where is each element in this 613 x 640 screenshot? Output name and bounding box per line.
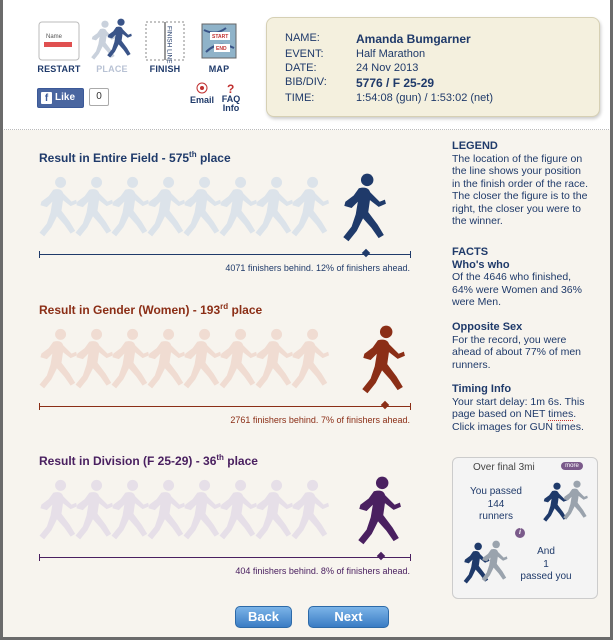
info-icon[interactable]: i [515, 528, 525, 538]
restart-icon [36, 18, 82, 64]
restart-button[interactable] [33, 18, 85, 74]
facebook-like-count: 0 [89, 88, 109, 106]
faded-runner [148, 177, 185, 236]
restart-name-label: Name [46, 34, 63, 40]
faded-runner [292, 177, 329, 236]
faded-runner [76, 480, 113, 539]
faded-runner [112, 177, 149, 236]
svg-text:?: ? [227, 82, 235, 94]
passing-runner-icon [539, 478, 591, 531]
opposite-sex-heading: Opposite Sex [452, 321, 523, 333]
map-label: MAP [208, 64, 230, 74]
facebook-icon: f [41, 92, 52, 104]
faded-runner [184, 480, 221, 539]
final-3mi-heading: Over final 3mi [473, 462, 535, 473]
header-divider [0, 129, 613, 130]
runner-strip-gender[interactable] [39, 324, 411, 394]
runner-info-box: NAME: Amanda Bumgarner EVENT: Half Marathon DATE: 24 Nov 2013 BIB/DIV: 5776 / F 25-29 TIME: 1:54:08 (gun) / 1:53:02 (net) [266, 17, 600, 117]
runner-name: Amanda Bumgarner [356, 32, 471, 46]
your-runner-figure [343, 174, 386, 242]
bib-value: 5776 / F 25-29 [356, 76, 435, 90]
passed-text: You passed 144 runners [470, 486, 522, 522]
faded-runner [292, 329, 329, 388]
runner-strip-field[interactable] [39, 172, 411, 242]
faded-runner [112, 329, 149, 388]
timing-text: Your start delay: 1m 6s. This page based on NET times. Click images for GUN times. [452, 395, 585, 433]
finish-label: FINISH [149, 64, 181, 74]
faded-runner [40, 177, 77, 236]
faded-runner [76, 329, 113, 388]
map-start-text: START [212, 34, 229, 40]
faded-runner [184, 329, 221, 388]
your-runner-figure [358, 477, 401, 545]
faded-runner [256, 329, 293, 388]
frame-left [0, 0, 3, 640]
place-runner-icon [89, 18, 135, 64]
result-title-division: Result in Division (F 25-29) - 36th place [39, 453, 258, 468]
faded-runner [148, 329, 185, 388]
your-runner-figure [362, 326, 405, 394]
faded-runner [112, 480, 149, 539]
times-link[interactable]: times [548, 408, 574, 420]
opposite-sex-panel [452, 321, 592, 371]
email-link[interactable] [187, 82, 217, 105]
map-end-text: END [216, 46, 227, 52]
opposite-sex-text: For the record, you were ahead of about 77% of men runners. [452, 333, 582, 371]
event-value: Half Marathon [356, 48, 426, 60]
faded-runner [220, 329, 257, 388]
map-icon [196, 18, 242, 64]
legend-panel [452, 140, 592, 228]
runner-strip-division[interactable] [39, 475, 411, 545]
finish-line-icon [142, 18, 188, 64]
legend-heading: LEGEND [452, 140, 498, 152]
map-button[interactable] [193, 18, 245, 74]
finish-button[interactable] [139, 18, 191, 74]
whos-who-heading: Who's who [452, 258, 510, 271]
facts-panel [452, 246, 592, 309]
place-button[interactable] [86, 18, 138, 74]
faded-runner [256, 177, 293, 236]
faded-runner [40, 480, 77, 539]
facebook-like-button[interactable] [37, 88, 84, 108]
faded-runner [40, 329, 77, 388]
result-title-field: Result in Entire Field - 575th place [39, 150, 231, 165]
finishers-stat-gender: 2761 finishers behind. 7% of finishers ahead. [230, 415, 410, 425]
timing-panel [452, 383, 592, 433]
faded-runner [256, 480, 293, 539]
final-3mi-panel [452, 457, 598, 599]
back-button[interactable]: Back [235, 606, 292, 628]
facebook-like-label: Like [55, 92, 76, 103]
facts-heading: FACTS [452, 246, 489, 258]
date-value: 24 Nov 2013 [356, 62, 419, 74]
email-label: Email [189, 95, 214, 105]
faded-runner [76, 177, 113, 236]
result-title-gender: Result in Gender (Women) - 193rd place [39, 302, 263, 317]
faded-runner [292, 480, 329, 539]
more-button[interactable]: more [561, 462, 583, 470]
finishers-stat-field: 4071 finishers behind. 12% of finishers ahead. [225, 263, 410, 273]
whos-who-text: Of the 4646 who finished, 64% were Women and 36% were Men. [452, 271, 582, 308]
faded-runner [220, 480, 257, 539]
restart-label: RESTART [37, 64, 81, 74]
passed-you-text: And 1 passed you [520, 546, 572, 582]
faq-info-link[interactable] [218, 82, 244, 113]
legend-text: The location of the figure on the line shows your position in the finish order of the race. The closer the figure is to the right, the closer you were to the winner. [452, 152, 588, 227]
faded-runner [184, 177, 221, 236]
email-icon [187, 82, 217, 95]
faded-runner [220, 177, 257, 236]
timing-heading: Timing Info [452, 383, 512, 395]
passed-by-runner-icon [459, 536, 513, 593]
time-value: 1:54:08 (gun) / 1:53:02 (net) [356, 92, 493, 104]
place-label: PLACE [96, 64, 128, 74]
finish-art-text: FINISH LINE [165, 26, 173, 64]
finishers-stat-division: 404 finishers behind. 8% of finishers ahead. [235, 566, 410, 576]
faq-label: FAQ Info [221, 94, 241, 113]
next-button[interactable]: Next [308, 606, 389, 628]
faded-runner [148, 480, 185, 539]
